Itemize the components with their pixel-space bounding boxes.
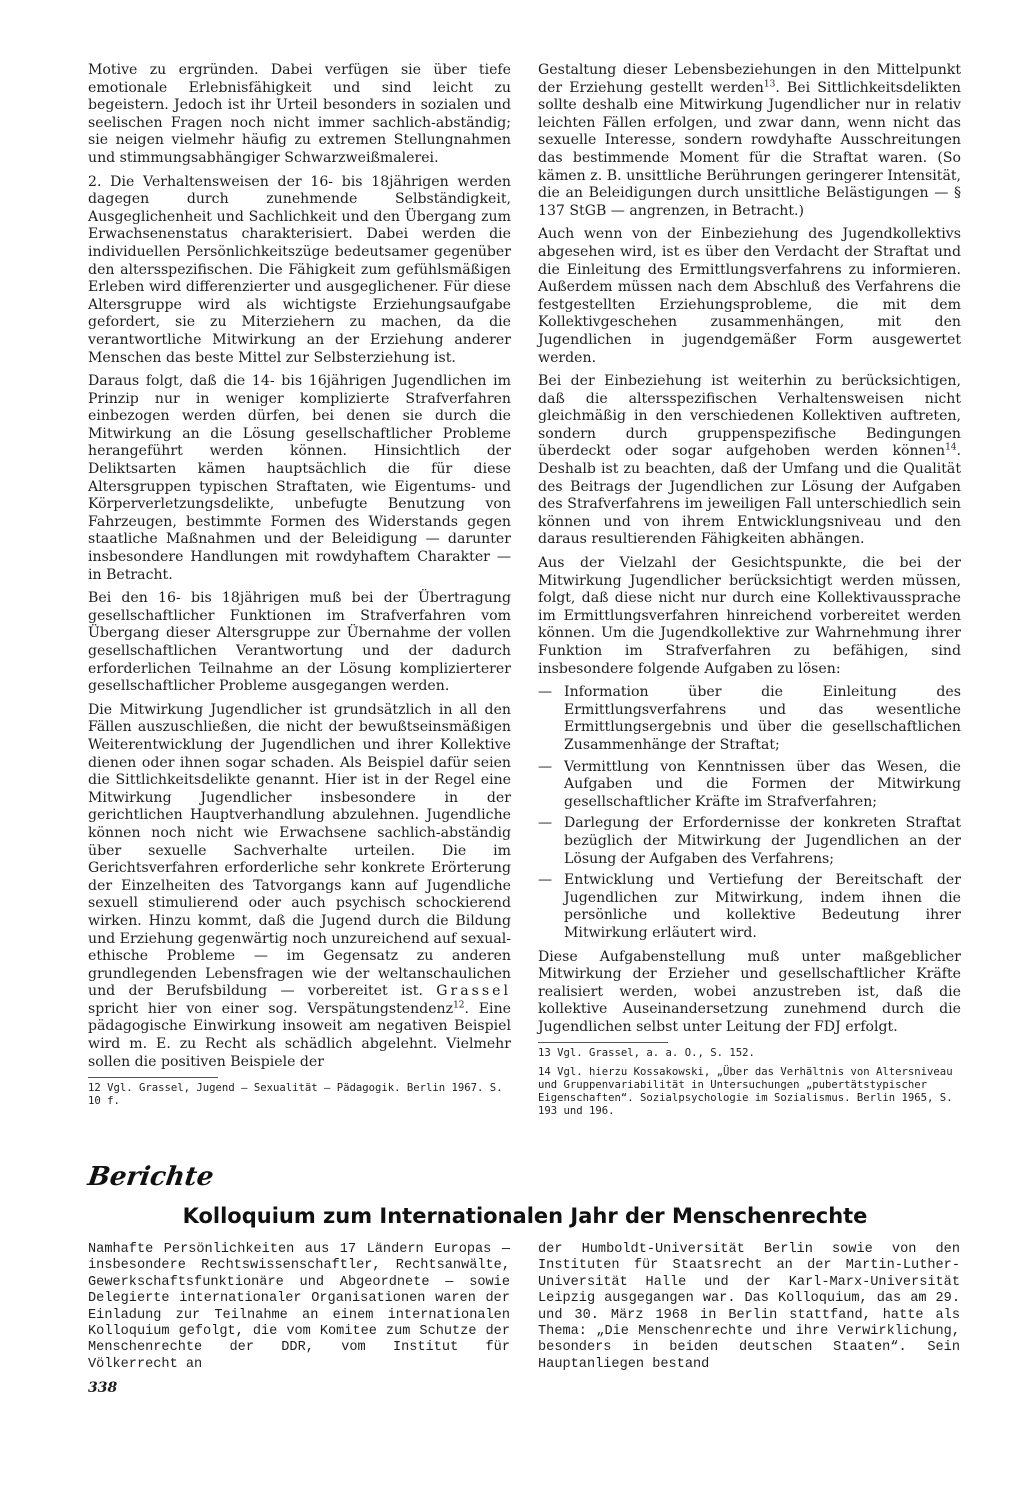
footnote: 12 Vgl. Grassel, Jugend — Sexualität — Pädagogik. Berlin 1967. S. 10 f. bbox=[88, 1082, 503, 1108]
right-column bbox=[538, 62, 961, 1124]
paragraph bbox=[538, 373, 961, 549]
task-list bbox=[538, 684, 961, 942]
dash-bullet: — bbox=[538, 758, 553, 775]
report-right-column bbox=[538, 1242, 960, 1373]
paragraph: Bei den 16- bis 18jährigen muß bei der Übertragung gesellschaftlicher Funktionen im Strafverfahren vom Übergang dieser Altersgruppe zur Übernahme der vollen gesellschaftlichen Verantwortung und der dadurch erforderlichen Teilnahme an der Lösung komplizierterer gesellschaftlicher Probleme ausgegangen werden. bbox=[88, 590, 511, 695]
list-item bbox=[538, 759, 961, 812]
list-item bbox=[538, 872, 961, 942]
footnote-ref: 14 bbox=[945, 442, 957, 453]
paragraph: Diese Aufgabenstellung muß unter maßgeblicher Mitwirkung der Erzieher und gesellschaftlicher Kräfte realisiert werden, wobei anzustreben ist, daß die kollektive Auseinandersetzung zunehmend durch die Jugendlichen selbst unter Leitung der FDJ erfolgt. bbox=[538, 948, 961, 1035]
dash-bullet: — bbox=[538, 815, 553, 832]
paragraph bbox=[88, 702, 511, 1071]
footnote: 14 Vgl. hierzu Kossakowski, „Über das Verhältnis von Altersniveau und Gruppenvariabilität in Untersuchungen „pubertätstypischer Eigenschaften“. Sozialpsychologie im Sozialismus. Berlin 1965, S. 193 und 196. bbox=[538, 1066, 953, 1118]
text-run: Gestaltung dieser Lebensbeziehungen in den Mittelpunkt der Erziehung gestellt werden bbox=[538, 62, 961, 96]
paragraph: Namhafte Persönlichkeiten aus 17 Ländern Europas — insbesondere Rechtswissenschaftler, Rechtsanwälte, Gewerkschaftsfunktionäre und Abgeordnete — sowie Delegierte internationaler Organisationen waren der Einladung zur Teilnahme an einem internationalen Kolloquium gefolgt, die vom Komitee zum Schutze der Menschenrechte der DDR, vom Institut für Völkerrecht an bbox=[88, 1242, 510, 1372]
paragraph: Auch wenn von der Einbeziehung des Jugendkollektivs abgesehen wird, ist es über den Verdacht der Straftat und die Einleitung des Ermittlungsverfahrens zu informieren. Außerdem müssen nach dem Abschluß des Verfahrens die festgestellten Erziehungsprobleme, die mit dem Kollektivgeschehen zusammenhängen, mit den Jugendlichen in jugendgemäßer Form ausgewertet werden. bbox=[538, 226, 961, 366]
footnote-divider bbox=[538, 1042, 668, 1043]
list-item-text: Darlegung der Erfordernisse der konkreten Straftat bezüglich der Mitwirkung der Jugendlichen an der Lösung der Aufgaben des Verfahrens; bbox=[564, 815, 961, 867]
page-number: 338 bbox=[88, 1380, 118, 1396]
paragraph: 2. Die Verhaltensweisen der 16- bis 18jährigen werden dagegen durch zunehmende Selbständigkeit, Ausgeglichenheit und Sachlichkeit und den Übergang zum Erwachsenenstatus charakterisiert. Dabei werden die individuellen Persönlichkeitszüge bedeutsamer gegenüber den altersspezifischen. Die Fähigkeit zum gefühlsmäßigen Erleben wird differenzierter und ausgeglichener. Für diese Altersgruppe wird als wichtigste Erziehungsaufgabe gefordert, sie zu Miterziehern zu machen, da die verantwortliche Mitwirkung an der Erziehung anderer Menschen das beste Mittel zur Selbsterziehung ist. bbox=[88, 173, 511, 366]
footnote-divider bbox=[88, 1077, 218, 1078]
paragraph: Aus der Vielzahl der Gesichtspunkte, die bei der Mitwirkung Jugendlicher berücksichtigt werden müssen, folgt, daß diese nicht nur durch eine Kollektivaussprache im Ermittlungsverfahren hinreichend vorbereitet werden können. Um die Jugendkollektive zur Wahrnehmung ihrer Funktion im Strafverfahren zu befähigen, sind insbesondere folgende Aufgaben zu lösen: bbox=[538, 555, 961, 677]
dash-bullet: — bbox=[538, 684, 553, 701]
paragraph: Motive zu ergründen. Dabei verfügen sie über tiefe emotionale Erlebnisfähigkeit und sind leicht zu begeistern. Jedoch ist ihr Urteil besonders in sozialen und seelischen Fragen noch nicht immer sachlich-abständig; sie neigen vielmehr häufig zu extremen Stellungnahmen und stimmungsabhängiger Schwarzweißmalerei. bbox=[88, 62, 511, 166]
text-run: . Deshalb ist zu beachten, daß der Umfang und die Qualität des Beitrags der Jugendlichen zur Lösung der Aufgaben des Strafverfahrens im jeweiligen Fall unterschiedlich sein können und von ihrem Entwicklungsniveau und den daraus resultierenden Fähigkeiten abhängen. bbox=[538, 443, 961, 548]
list-item-text: Entwicklung und Vertiefung der Bereitschaft der Jugendlichen zur Mitwirkung, indem ihnen die persönliche und kollektive Bedeutung ihrer Mitwirkung erläutert wird. bbox=[564, 872, 961, 941]
list-item bbox=[538, 684, 961, 754]
report-left-column bbox=[88, 1242, 510, 1373]
text-run: Die Mitwirkung Jugendlicher ist grundsätzlich in all den Fällen auszuschließen, die nicht der bewußtseinsmäßigen Weiterentwicklung der Jugendlichen und ihrer Kollektive dienen oder ihnen sogar schaden. Als Beispiel dafür seien die Sittlichkeitsdelikte genannt. Hier ist in der Regel eine Mitwirkung Jugendlicher insbesondere in der gerichtlichen Hauptverhandlung abzulehnen. Jugendliche können noch nicht wie Erwachsene sachlich-abständig über sexuelle Sachverhalte urteilen. Die im Gerichtsverfahren erforderliche sehr konkrete Erörterung der Einzelheiten des Tatvorgangs kann auf Jugendliche sexuell stimulierend oder auch psychisch schockierend wirken. Hinzu kommt, daß die Jugend durch die Bildung und Erziehung gegenwärtig noch unzureichend auf sexual-ethische Probleme — im Gegensatz zu anderen grundlegenden Lebensfragen wie der weltanschaulichen und der Berufsbildung — vorbereitet ist. bbox=[88, 701, 511, 1000]
footnote-ref: 13 bbox=[763, 78, 776, 89]
report-title: Kolloquium zum Internationalen Jahr der Menschenrechte bbox=[182, 1204, 868, 1228]
text-run: . Bei Sittlichkeitsdelikten sollte deshalb eine Mitwirkung Jugendlicher nur in relativ leichten Fällen erfolgen, und zwar dann, wenn nicht das sexuelle Interesse, sondern rowdyhafte Ausschreitungen das bestimmende Moment für die Straftat waren. (So kämen z. B. unsittliche Berührungen geringerer Intensität, die an Beleidigungen durch unsittliche Belästigungen — § 137 StGB — angrenzen, in Betracht.) bbox=[538, 79, 962, 219]
list-item bbox=[538, 815, 961, 868]
paragraph: der Humboldt-Universität Berlin sowie von den Instituten für Staatsrecht an der Martin-Luther-Universität Halle und der Karl-Marx-Universität Leipzig ausgegangen war. Das Kolloquium, das am 29. und 30. März 1968 in Berlin stattfand, hatte als Thema: „Die Menschenrechte und ihre Verwirklichung, besonders in beiden deutschen Staaten“. Sein Hauptanliegen bestand bbox=[538, 1242, 960, 1372]
section-heading: Berichte bbox=[85, 1162, 216, 1192]
footnote: 13 Vgl. Grassel, a. a. O., S. 152. bbox=[538, 1047, 755, 1060]
paragraph: Daraus folgt, daß die 14- bis 16jährigen Jugendlichen im Prinzip nur in weniger komplizierte Strafverfahren einbezogen werden dürfen, bei denen sie durch die Mitwirkung an die Lösung gesellschaftlicher Probleme herangeführt werden können. Hinsichtlich der Deliktsarten kämen hauptsächlich die für diese Altersgruppen typischen Straftaten, wie Eigentums- und Körperverletzungsdelikte, unbefugte Benutzung von Fahrzeugen, bestimmte Formen des Widerstands gegen staatliche Maßnahmen und der Beleidigung — darunter insbesondere Handlungen mit rowdyhaftem Charakter — in Betracht. bbox=[88, 373, 511, 583]
spaced-name: Grassel bbox=[436, 983, 511, 1000]
text-run: . Eine pädagogische Einwirkung insoweit am negativen Beispiel wird m. E. zu Recht als schädlich abgelehnt. Vielmehr sollen die positiven Beispiele der bbox=[88, 1000, 511, 1070]
text-run: Bei der Einbeziehung ist weiterhin zu berücksichtigen, daß die altersspezifischen Verhaltensweisen nicht gleichmäßig in den verschiedenen Kollektiven auftreten, sondern durch gruppenspezifische Bedingungen überdeckt oder sogar aufgehoben werden können bbox=[538, 373, 961, 460]
list-item-text: Vermittlung von Kenntnissen über das Wesen, die Aufgaben und die Formen der Mitwirkung gesellschaftlicher Kräfte im Strafverfahren; bbox=[564, 758, 961, 810]
dash-bullet: — bbox=[538, 872, 553, 889]
footnote-ref: 12 bbox=[453, 1000, 465, 1011]
left-column bbox=[88, 62, 511, 1114]
text-run: spricht hier von einer sog. Verspätungstendenz bbox=[88, 1000, 454, 1017]
list-item-text: Information über die Einleitung des Ermittlungsverfahrens und das wesentliche Ermittlungsergebnis und über die gesellschaftlichen Zusammenhänge der Straftat; bbox=[564, 684, 961, 753]
paragraph bbox=[538, 62, 961, 220]
